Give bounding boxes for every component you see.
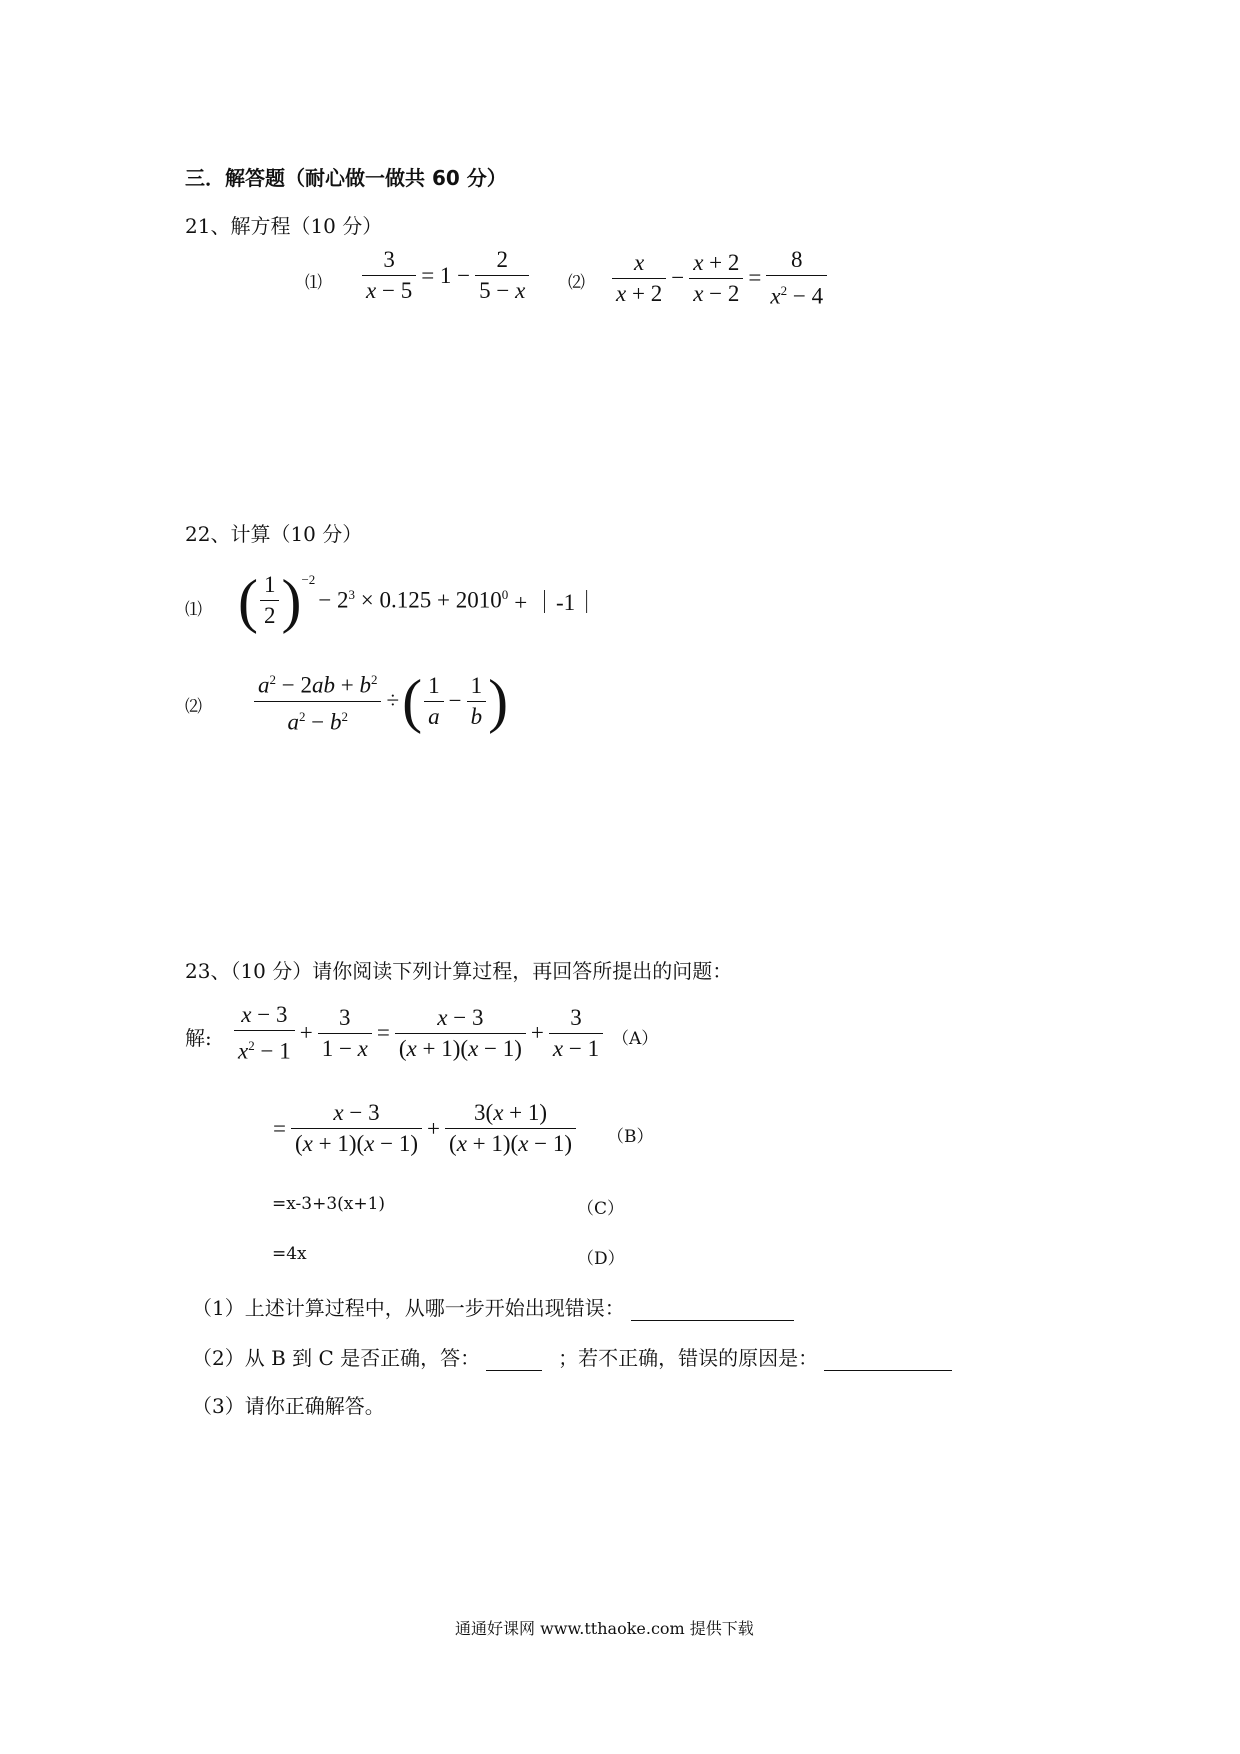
q22-part2-label: ⑵ xyxy=(185,697,202,717)
q21-equation-1: $\frac{3}{x - 5}$ = 1 − $\frac{2}{5 - x}$ xyxy=(360,245,531,306)
answer-blank-3[interactable] xyxy=(824,1346,952,1371)
question-22-title: 22、计算（10 分） xyxy=(185,522,363,546)
q21-equation-2: $\frac{x}{x + 2}$ − $\frac{x + 2}{x - 2}$ = $\frac{8}{x^2 - 4}$ xyxy=(610,245,829,312)
q23-sub-question-3: （3）请你正确解答。 xyxy=(192,1394,385,1418)
footer-download-note: 通通好课网 www.tthaoke.com 提供下载 xyxy=(455,1619,754,1638)
q23-step-d-expression: =4x xyxy=(272,1244,307,1264)
q23-step-a-label: （A） xyxy=(612,1029,659,1049)
q22-expression-2: $\frac{a^2 - 2ab + b^2}{a^2 - b^2}$ ÷( $\frac{1}{a}$ − $\frac{1}{b}$ ) xyxy=(252,665,508,737)
q23-step-c-label: （C） xyxy=(577,1199,625,1219)
q23-sub-question-1-text: （1）上述计算过程中，从哪一步开始出现错误： xyxy=(192,1296,625,1320)
q23-step-c-expression: =x-3+3(x+1) xyxy=(272,1194,386,1214)
section-title: 三．解答题（耐心做一做共 60 分） xyxy=(185,166,507,190)
q23-step-a-expression: $\frac{x - 3}{x^2 - 1}$ + $\frac{3}{1 - x}$ = $\frac{x - 3}{(x + 1)(x - 1)}$ + $\frac{3}{x - 1}$ xyxy=(232,1000,605,1067)
q23-step-b-expression: = $\frac{x - 3}{(x + 1)(x - 1)}$ + $\frac{3(x + 1)}{(x + 1)(x - 1)}$ xyxy=(270,1098,578,1159)
question-23-title: 23、（10 分）请你阅读下列计算过程，再回答所提出的问题： xyxy=(185,959,733,983)
q22-part1-label: ⑴ xyxy=(185,600,202,620)
question-21-title: 21、解方程（10 分） xyxy=(185,214,383,238)
q21-part2-label: ⑵ xyxy=(568,273,585,293)
q22-expression-1: ( $\frac{1}{2}$ )$^{-2}- 2^3 \times 0.125 + 2010^0$ + ｜-1｜ xyxy=(238,567,599,634)
answer-blank-1[interactable] xyxy=(631,1296,794,1321)
q23-solution-prefix: 解: xyxy=(185,1026,212,1050)
q23-step-b-label: （B） xyxy=(607,1127,654,1147)
q22-abs-term: + ｜-1｜ xyxy=(514,590,599,615)
q23-sub-question-2-text-b: ；若不正确，错误的原因是： xyxy=(558,1346,819,1370)
q21-part1-label: ⑴ xyxy=(305,273,322,293)
q23-sub-question-2-text-a: （2）从 B 到 C 是否正确，答： xyxy=(192,1346,481,1370)
answer-blank-2[interactable] xyxy=(486,1346,542,1371)
q23-step-d-label: （D） xyxy=(577,1249,625,1269)
q23-sub-question-2 xyxy=(192,1342,952,1371)
q23-sub-question-1 xyxy=(192,1292,794,1321)
